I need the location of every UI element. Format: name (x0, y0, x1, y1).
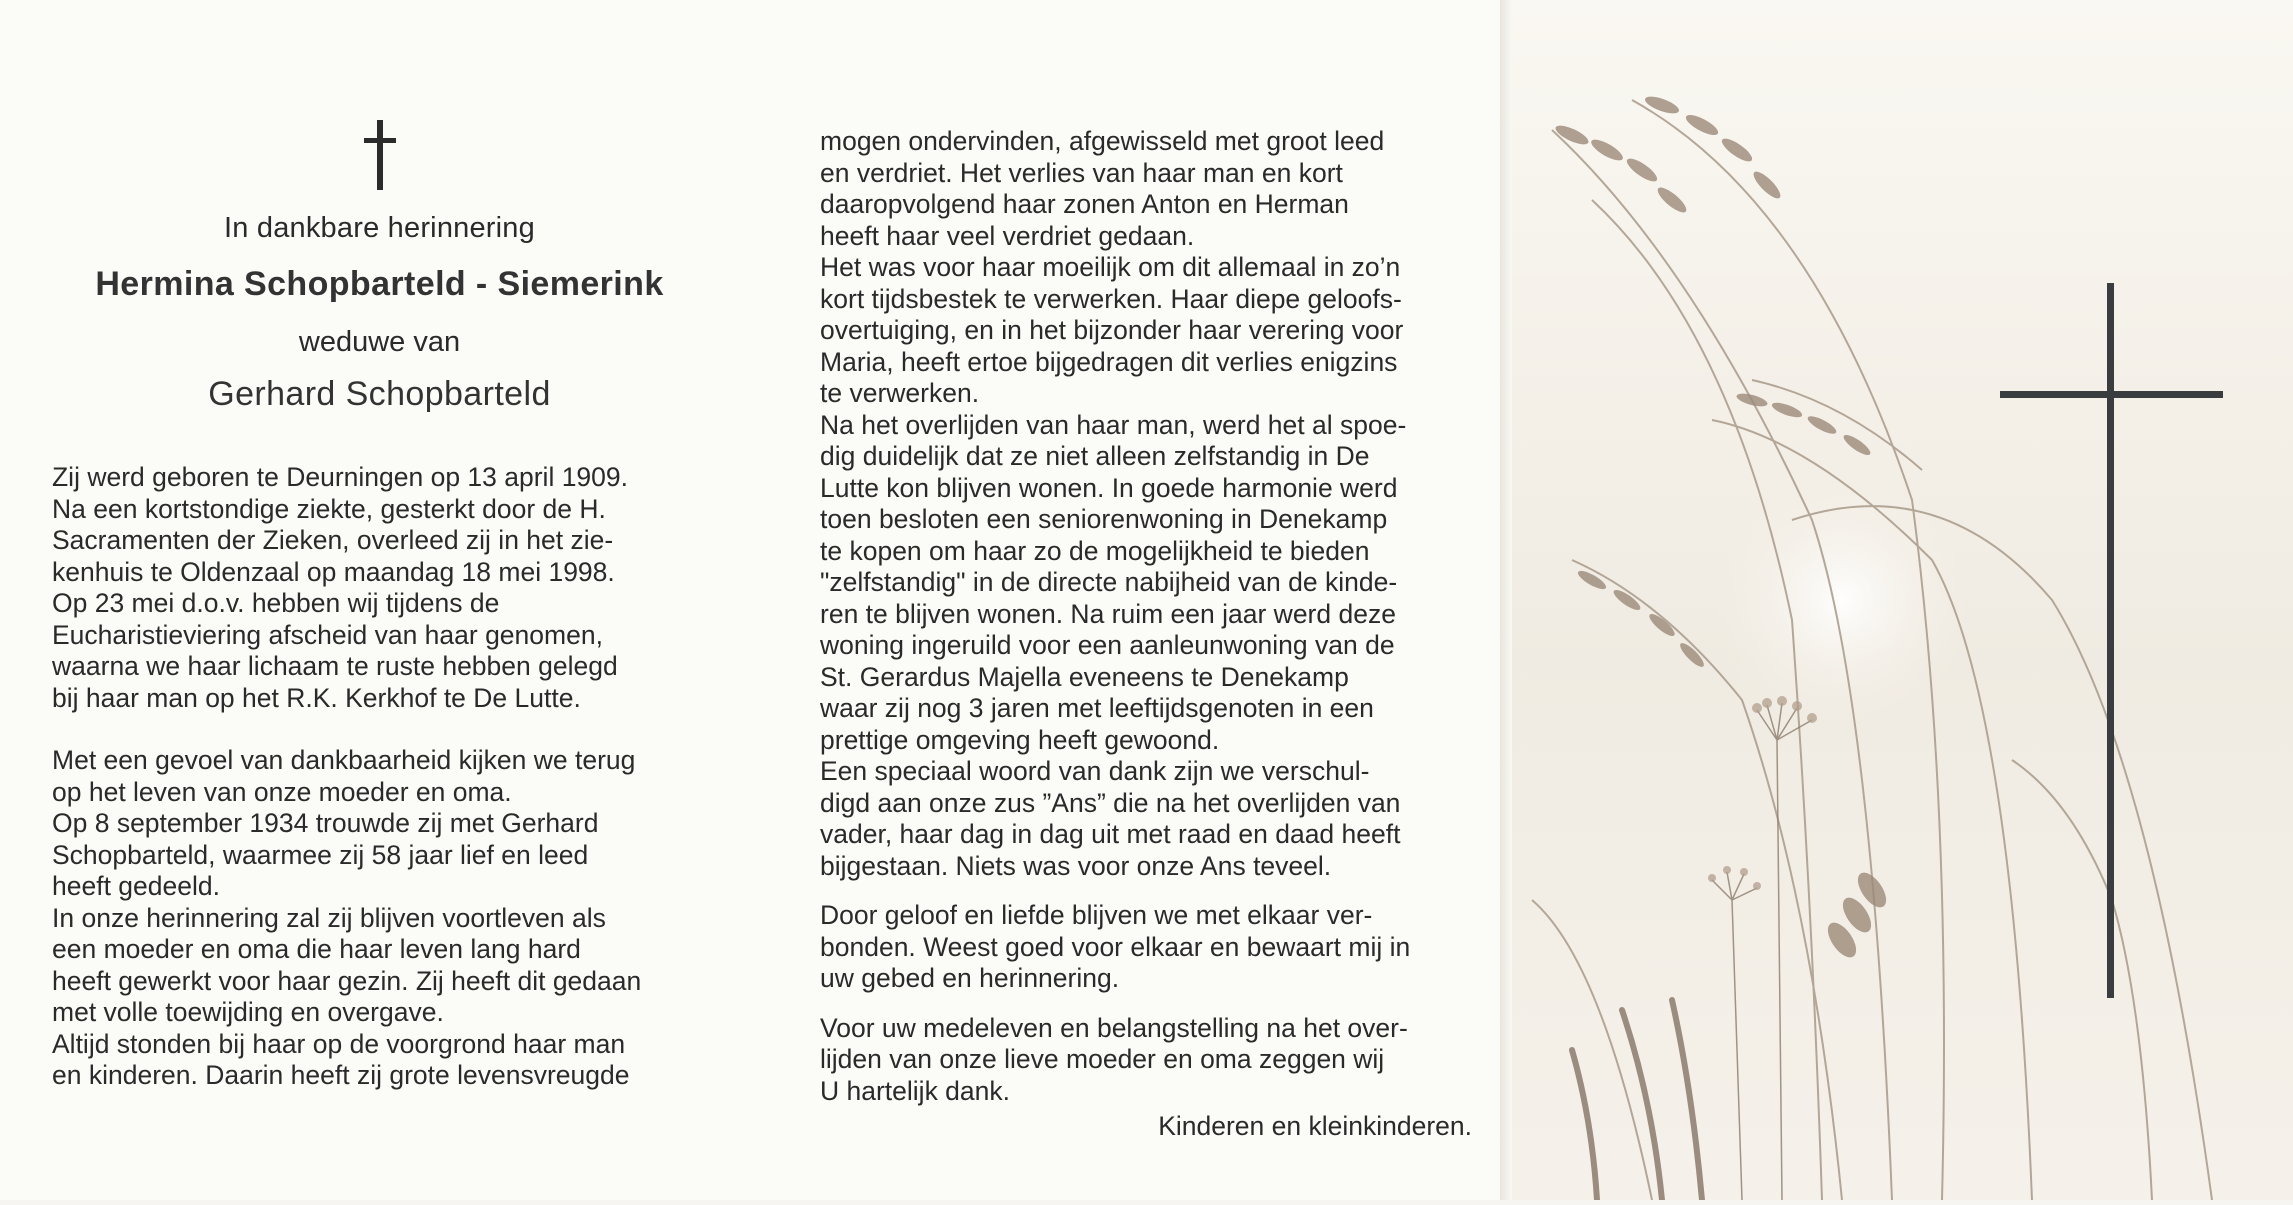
artwork-panel (1512, 0, 2293, 1200)
signature: Kinderen en kleinkinderen. (1158, 1111, 1472, 1141)
deceased-name: Hermina Schopbarteld - Siemerink (95, 265, 664, 303)
left-panel (52, 120, 707, 1092)
cross-icon (360, 120, 400, 190)
husband-name: Gerhard Schopbarteld (208, 375, 551, 413)
middle-panel (820, 126, 1472, 1143)
biography-paragraph: Zij werd geboren te Deurningen op 13 april 1909. Na een kortstondige ziekte, gesterkt door de H. Sacramenten der Zieken, overleed zij in het zie- kenhuis te Oldenzaal op maandag 18 mei 1998. Op 23 mei d.o.v. hebben wij tijdens de Eucharistieviering afscheid van haar genomen, waarna we haar lichaam te ruste hebben gelegd bij haar man op het R.K. Kerkhof te De Lutte. (52, 462, 629, 713)
thanks-paragraph: Voor uw medeleven en belangstelling na het over- lijden van onze lieve moeder en oma zeggen wij U hartelijk dank. (820, 1012, 1408, 1106)
life-paragraph: Met een gevoel van dankbaarheid kijken we terug op het leven van onze moeder en oma. Op 8 september 1934 trouwde zij met Gerhard Schopbarteld, waarmee zij 58 jaar lief en leed heeft gedeeld. In onze herinnering zal zij blijven voortleven als een moeder en oma die haar leven lang hard heeft gewerkt voor haar gezin. Zij heeft dit gedaan met volle toewijding en overgave. Altijd stonden bij haar op de voorgrond haar man en kinderen. Daarin heeft zij grote levensvreugde (52, 745, 642, 1090)
relation-text: weduwe van (298, 326, 461, 358)
grass-illustration (1512, 0, 2293, 1200)
intro-text: In dankbare herinnering (224, 212, 535, 244)
continuation-paragraph: mogen ondervinden, afgewisseld met groot leed en verdriet. Het verlies van haar man en kort daaropvolgend haar zonen Anton en Herman heeft haar veel verdriet gedaan. Het was voor haar moeilijk om dit allemaal in zo’n kort tijdsbestek te verwerken. Haar diepe geloofs- overtuiging, en in het bijzonder haar verering voor Maria, heeft ertoe bijgedragen dit verlies enigzins te verwerken. Na het overlijden van haar man, werd het al spoe- dig duidelijk dat ze niet alleen zelfstandig in De Lutte kon blijven wonen. In goede harmonie werd toen besloten een seniorenwoning in Denekamp te kopen om haar zo de mogelijkheid te bieden "zelfstandig" in de directe nabijheid van de kinde- ren te blijven wonen. Na ruim een jaar werd deze woning ingeruild voor een aanleunwoning van de St. Gerardus Majella eveneens te Denekamp waar zij nog 3 jaren met leeftijdsgenoten in een prettige omgeving heeft gewoond. Een speciaal woord van dank zijn we verschul- digd aan onze zus ”Ans” die na het overlijden van vader, haar dag in dag uit met raad en daad heeft bijgestaan. Niets was voor onze Ans teveel. (820, 126, 1407, 881)
faith-paragraph: Door geloof en liefde blijven we met elkaar ver- bonden. Weest goed voor elkaar en bewaart mij in uw gebed en herinnering. (820, 900, 1411, 993)
